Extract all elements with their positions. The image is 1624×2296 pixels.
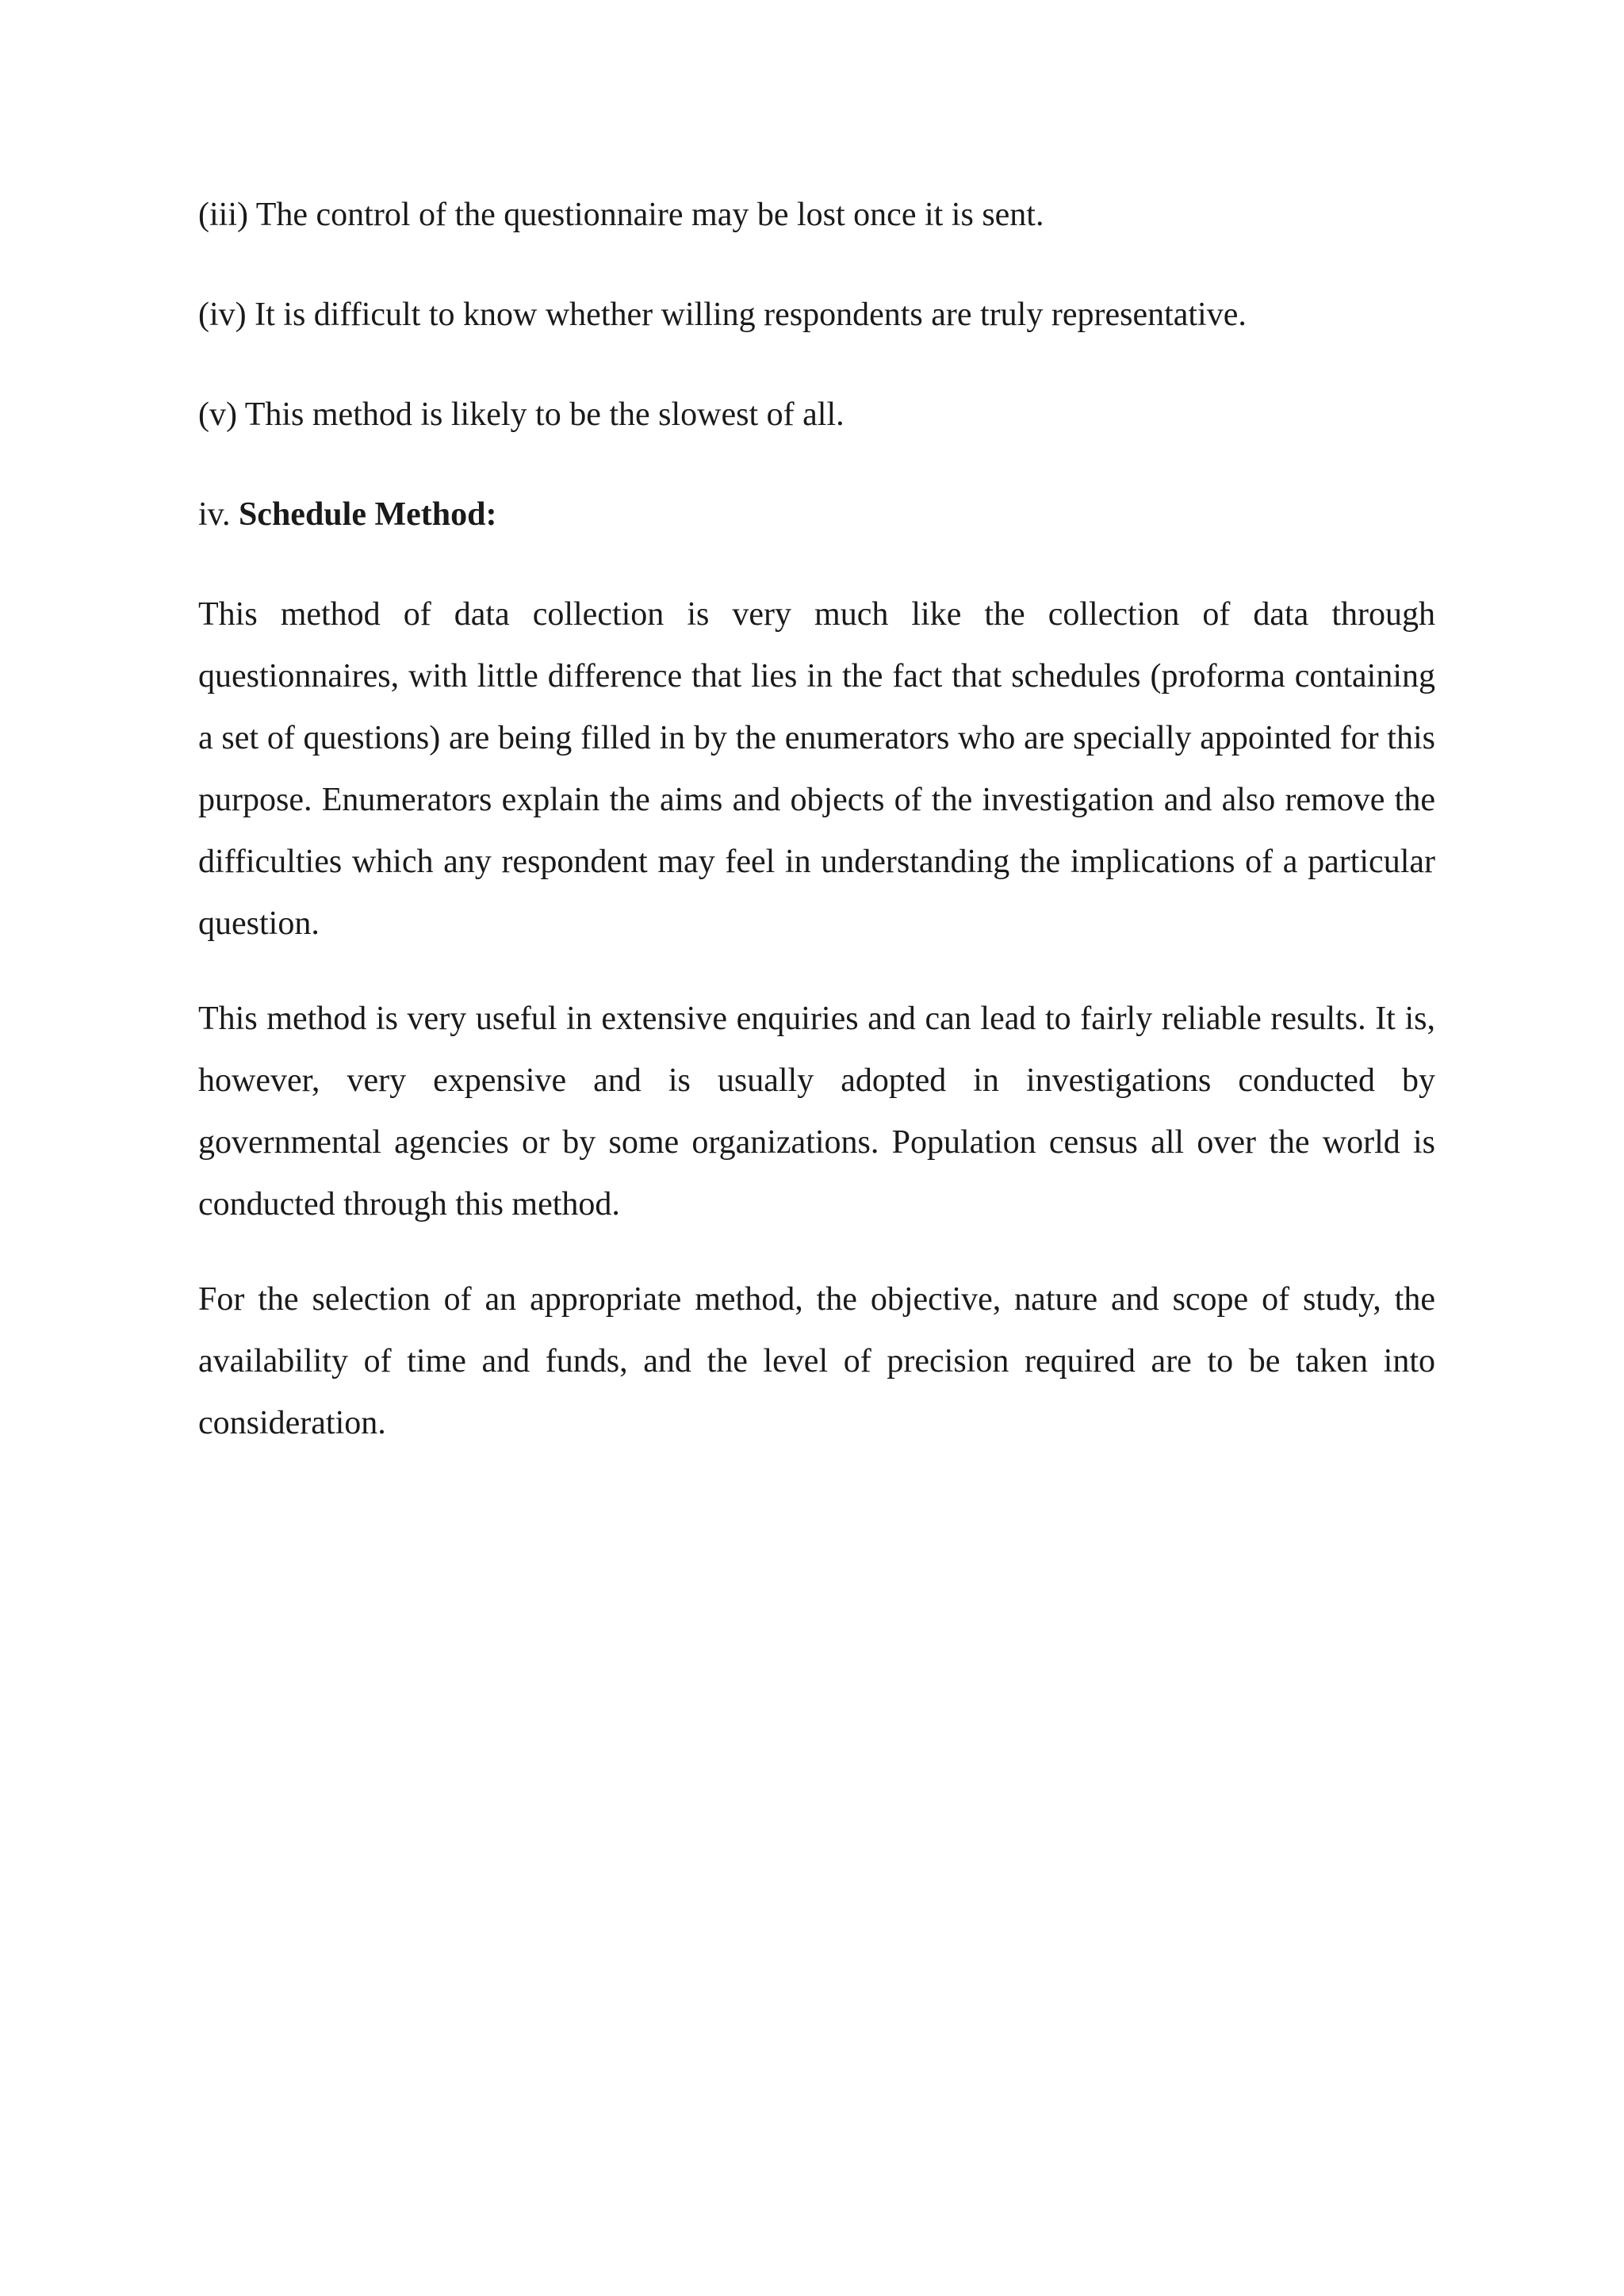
section-title: Schedule Method: [238,496,497,533]
paragraph-method-selection: For the selection of an appropriate method, the objective, nature and scope of study, the availability of time and funds, and the level of precision required are to be taken into consideration. [198,1281,1435,1441]
list-item-iii: (iii) The control of the questionnaire may be lost once it is sent. [198,197,1044,233]
list-item-iv: (iv) It is difficult to know whether willing respondents are truly representative. [198,297,1247,333]
page-content [198,184,1435,1487]
section-number: iv. [198,496,231,533]
paragraph-schedule-description: This method of data collection is very much like the collection of data through questionnaires, with little difference that lies in the fact that schedules (proforma containing a set of questions) are being filled in by the enumerators who are specially appointed for this purpose. Enumerators explain the aims and objects of the investigation and also remove the difficulties which any respondent may feel in understanding the implications of a particular question. [198,596,1435,942]
paragraph-schedule-usage: This method is very useful in extensive enquiries and can lead to fairly reliable results. It is, however, very expensive and is usually adopted in investigations conducted by governmental agencies or by some organizations. Population census all over the world is conducted through this method. [198,1001,1435,1223]
list-item-v: (v) This method is likely to be the slowest of all. [198,396,845,433]
section-heading [198,484,1435,545]
